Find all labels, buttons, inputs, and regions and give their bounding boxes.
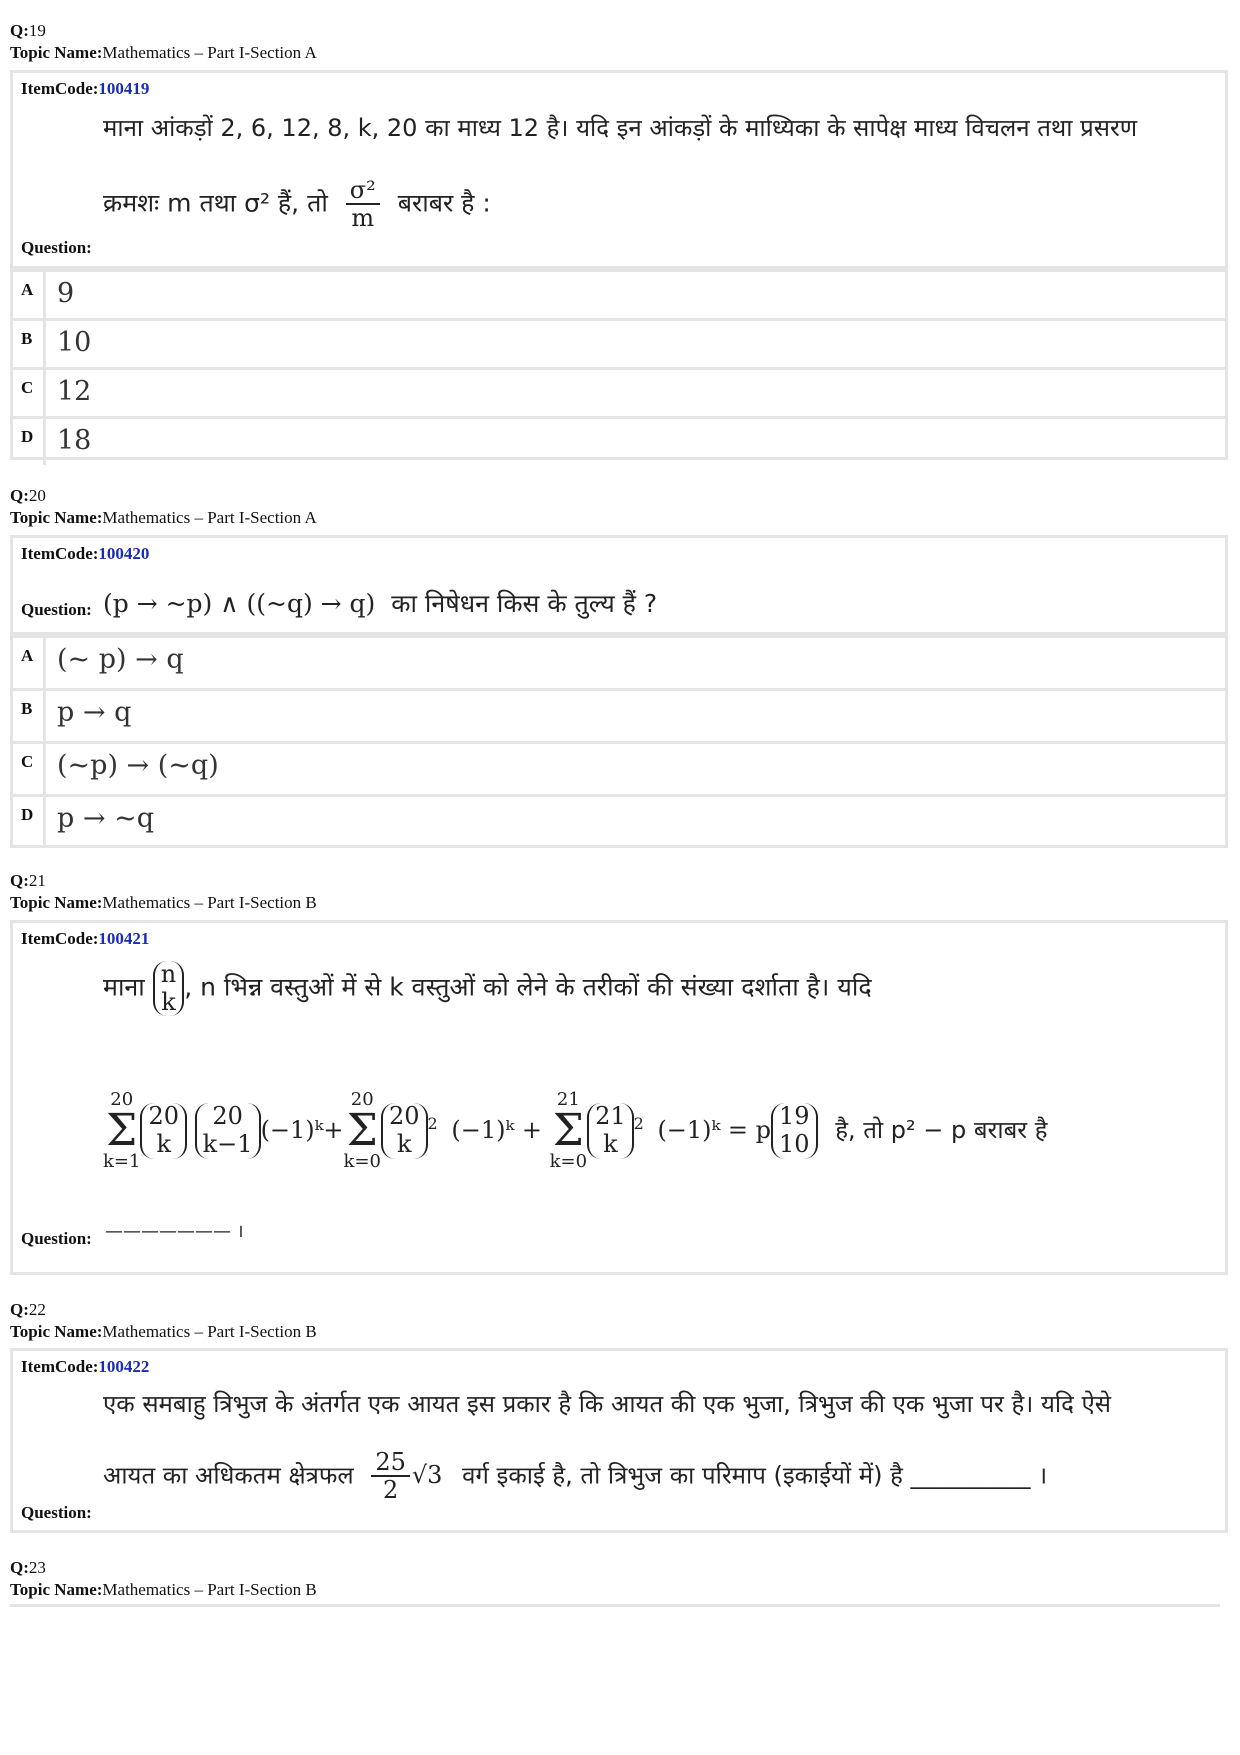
q23-block-top-border: [10, 1604, 1220, 1607]
topic-label: Topic Name:: [10, 893, 103, 912]
option-letter: A: [21, 646, 34, 665]
topic-name: Mathematics – Part I-Section A: [102, 43, 317, 62]
q20-header: [10, 485, 317, 529]
option-b[interactable]: [13, 688, 1225, 741]
binomial: 19 10: [771, 1103, 818, 1158]
question-label: Question:: [21, 600, 92, 619]
binomial: 20 k: [381, 1103, 428, 1158]
option-value: 18: [57, 425, 92, 456]
option-divider: [43, 321, 46, 367]
question-number: 20: [28, 486, 46, 505]
option-d[interactable]: [13, 416, 1225, 465]
option-letter: D: [21, 805, 34, 824]
item-code: ItemCode:100422: [21, 1357, 150, 1376]
option-divider: [43, 797, 46, 847]
question-label: Question:: [21, 1229, 92, 1248]
option-letter: C: [21, 378, 34, 397]
fraction: $\frac{25}{2}$: [371, 1449, 410, 1504]
topic-name: Mathematics – Part I-Section B: [102, 1322, 317, 1341]
item-code-value: 100421: [98, 929, 150, 948]
option-letter: D: [21, 427, 34, 446]
option-divider: [43, 691, 46, 741]
topic-label: Topic Name:: [10, 43, 103, 62]
answer-blank: ——————— ।: [105, 1221, 244, 1242]
option-value: p → ~q: [57, 803, 154, 834]
question-number: 21: [28, 871, 46, 890]
topic-label: Topic Name:: [10, 508, 103, 527]
question-label: Question:: [21, 238, 92, 257]
option-d[interactable]: [13, 794, 1225, 847]
summation-equation: 20 Σ k=1 20 k 20 k−1 (−1)ᵏ+ 20 Σ k=0 20 k $^2$ (−1)ᵏ + 21 Σ k=0 21 k $^2$ (−1)ᵏ = p 19 10 है, तो p² − p बराबर है: [103, 1089, 1048, 1172]
sum-symbol: 21 Σ k=0: [549, 1089, 588, 1172]
topic-name: Mathematics – Part I-Section A: [102, 508, 317, 527]
q23-header: [10, 1557, 317, 1601]
q-prefix: Q:: [10, 1300, 29, 1319]
item-code: ItemCode:100421: [21, 929, 150, 948]
q21-header: [10, 870, 317, 914]
option-value: 10: [57, 327, 92, 358]
question-cell: [13, 538, 1225, 635]
option-letter: B: [21, 699, 33, 718]
q21-block: [10, 920, 1228, 1275]
option-value: p → q: [57, 697, 132, 728]
q-prefix: Q:: [10, 871, 29, 890]
question-number: 19: [28, 21, 46, 40]
question-text: (p → ~p) ∧ ((~q) → q) का निषेधन किस के तुल्य हैं ?: [103, 589, 658, 618]
option-c[interactable]: [13, 367, 1225, 416]
q19-block: [10, 70, 1228, 460]
option-letter: A: [21, 280, 34, 299]
question-number: 23: [28, 1558, 46, 1577]
binomial: n k: [153, 961, 184, 1016]
item-code: ItemCode:100420: [21, 544, 150, 563]
q22-block: [10, 1348, 1228, 1533]
q20-block: [10, 535, 1228, 848]
sum-symbol: 20 Σ k=0: [343, 1089, 381, 1172]
option-letter: C: [21, 752, 34, 771]
question-label: Question:: [21, 1503, 92, 1522]
question-line-1: माना n k , n भिन्न वस्तुओं में से k वस्तुओं को लेने के तरीकों की संख्या दर्शाता है। यदि: [103, 960, 872, 1016]
option-divider: [43, 419, 46, 465]
q22-header: [10, 1299, 317, 1343]
question-line-1: एक समबाहु त्रिभुज के अंतर्गत एक आयत इस प्रकार है कि आयत की एक भुजा, त्रिभुज की एक भुजा पर है। यदि ऐसे: [103, 1390, 1111, 1418]
item-code-value: 100420: [98, 544, 150, 563]
topic-name: Mathematics – Part I-Section B: [102, 1580, 317, 1599]
option-a[interactable]: [13, 269, 1225, 318]
option-value: (~ p) → q: [57, 644, 184, 675]
option-value: 12: [57, 376, 92, 407]
question-line-2: आयत का अधिकतम क्षेत्रफल $\frac{25}{2}$ √3 वर्ग इकाई है, तो त्रिभुज का परिमाप (इकाईयों में) है __________ ।: [103, 1448, 1048, 1505]
option-value: 9: [57, 278, 75, 309]
item-code: ItemCode:100419: [21, 79, 150, 98]
topic-label: Topic Name:: [10, 1580, 103, 1599]
option-value: (~p) → (~q): [57, 750, 219, 781]
option-divider: [43, 744, 46, 794]
logic-expression: (p → ~p) ∧ ((~q) → q): [103, 589, 376, 618]
question-number: 22: [28, 1300, 46, 1319]
option-divider: [43, 638, 46, 688]
q-prefix: Q:: [10, 486, 29, 505]
topic-label: Topic Name:: [10, 1322, 103, 1341]
binomial: 20 k: [140, 1103, 187, 1158]
q-prefix: Q:: [10, 1558, 29, 1577]
binomial: 20 k−1: [195, 1103, 261, 1158]
option-divider: [43, 370, 46, 416]
binomial: 21 k: [587, 1103, 634, 1158]
option-a[interactable]: [13, 635, 1225, 688]
fraction: $\frac{\text{σ²}}{m}$: [346, 177, 380, 232]
sum-symbol: 20 Σ k=1: [103, 1089, 141, 1172]
question-line-1: माना आंकड़ों 2, 6, 12, 8, k, 20 का माध्य 12 है। यदि इन आंकड़ों के माध्यिका के सापेक्ष माध्य विचलन तथा प्रसरण: [103, 114, 1138, 142]
q19-header: [10, 20, 317, 64]
option-b[interactable]: [13, 318, 1225, 367]
item-code-value: 100419: [98, 79, 150, 98]
question-cell: [13, 73, 1225, 269]
question-line-2: क्रमशः m तथा σ² हैं, तो $\frac{\text{σ²}}{m}$ बराबर है :: [103, 176, 491, 233]
item-code-value: 100422: [98, 1357, 150, 1376]
option-c[interactable]: [13, 741, 1225, 794]
option-divider: [43, 272, 46, 318]
q-prefix: Q:: [10, 21, 29, 40]
topic-name: Mathematics – Part I-Section B: [102, 893, 317, 912]
option-letter: B: [21, 329, 33, 348]
